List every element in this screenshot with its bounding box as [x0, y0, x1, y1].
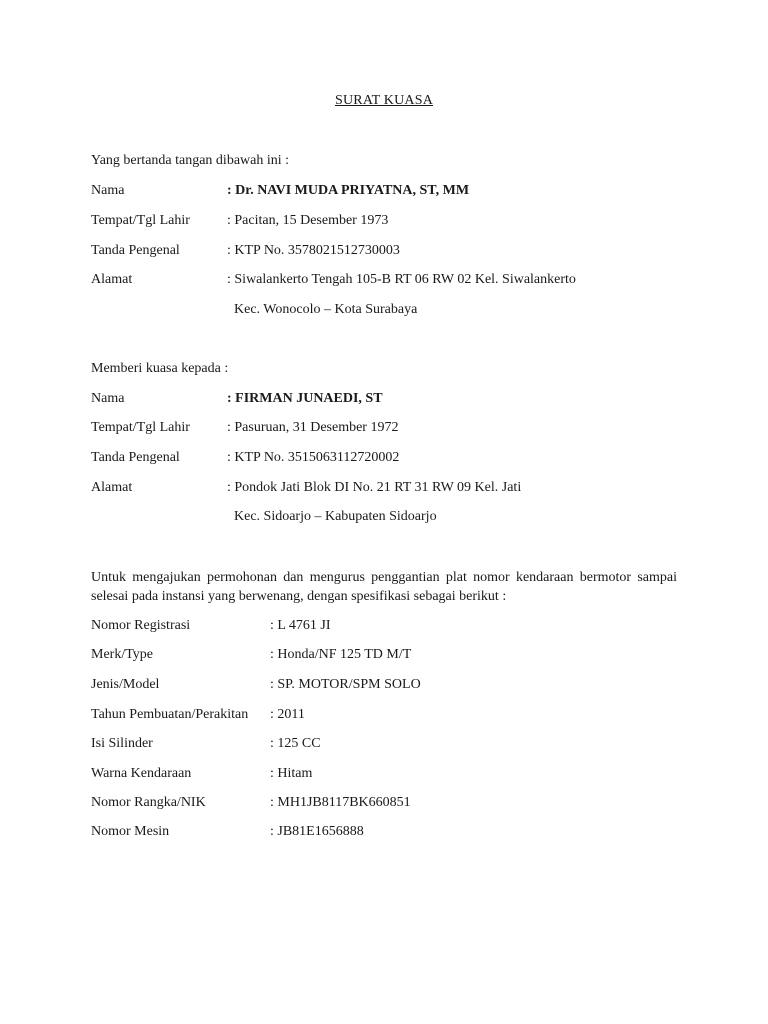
vehicle-cylinder-value: : 125 CC [270, 736, 321, 751]
receiver-address-label: Alamat [91, 480, 133, 495]
receiver-birth-value: : Pasuruan, 31 Desember 1972 [227, 420, 399, 435]
giver-birth-value: : Pacitan, 15 Desember 1973 [227, 213, 389, 228]
vehicle-engine-value: : JB81E1656888 [270, 824, 364, 839]
giver-id-label: Tanda Pengenal [91, 243, 180, 258]
giver-name-value: : Dr. NAVI MUDA PRIYATNA, ST, MM [227, 183, 470, 198]
giver-intro: Yang bertanda tangan dibawah ini : [91, 153, 290, 168]
vehicle-brand-label: Merk/Type [91, 647, 154, 662]
receiver-address-value: : Pondok Jati Blok DI No. 21 RT 31 RW 09 Kel. Jati [227, 480, 522, 495]
vehicle-brand-value: : Honda/NF 125 TD M/T [270, 647, 412, 662]
receiver-id-value: : KTP No. 3515063112720002 [227, 450, 400, 465]
receiver-name-value: : FIRMAN JUNAEDI, ST [227, 391, 383, 406]
giver-birth-label: Tempat/Tgl Lahir [91, 213, 190, 228]
giver-address-line-2: Kec. Wonocolo – Kota Surabaya [234, 302, 418, 317]
vehicle-registration-label: Nomor Registrasi [91, 618, 191, 633]
vehicle-color-label: Warna Kendaraan [91, 766, 192, 781]
vehicle-registration-value: : L 4761 JI [270, 618, 331, 633]
purpose-paragraph: Untuk mengajukan permohonan dan mengurus penggantian plat nomor kendaraan bermotor sampai selesai pada instansi yang berwenang, dengan spesifikasi sebagai berikut : [91, 570, 677, 604]
receiver-id-label: Tanda Pengenal [91, 450, 180, 465]
vehicle-frame-label: Nomor Rangka/NIK [91, 795, 206, 810]
vehicle-year-value: : 2011 [270, 707, 305, 722]
receiver-name-label: Nama [91, 391, 125, 406]
vehicle-model-label: Jenis/Model [91, 677, 160, 692]
vehicle-year-label: Tahun Pembuatan/Perakitan [91, 707, 249, 722]
giver-address-value: : Siwalankerto Tengah 105-B RT 06 RW 02 Kel. Siwalankerto [227, 272, 576, 287]
receiver-intro: Memberi kuasa kepada : [91, 361, 229, 376]
receiver-birth-label: Tempat/Tgl Lahir [91, 420, 190, 435]
vehicle-model-value: : SP. MOTOR/SPM SOLO [270, 677, 421, 692]
vehicle-cylinder-label: Isi Silinder [91, 736, 153, 751]
vehicle-color-value: : Hitam [270, 766, 313, 781]
vehicle-engine-label: Nomor Mesin [91, 824, 170, 839]
vehicle-frame-value: : MH1JB8117BK660851 [270, 795, 411, 810]
receiver-address-line-2: Kec. Sidoarjo – Kabupaten Sidoarjo [234, 509, 437, 524]
giver-address-label: Alamat [91, 272, 133, 287]
giver-name-label: Nama [91, 183, 125, 198]
giver-id-value: : KTP No. 3578021512730003 [227, 243, 400, 258]
document-title: SURAT KUASA [334, 93, 434, 108]
